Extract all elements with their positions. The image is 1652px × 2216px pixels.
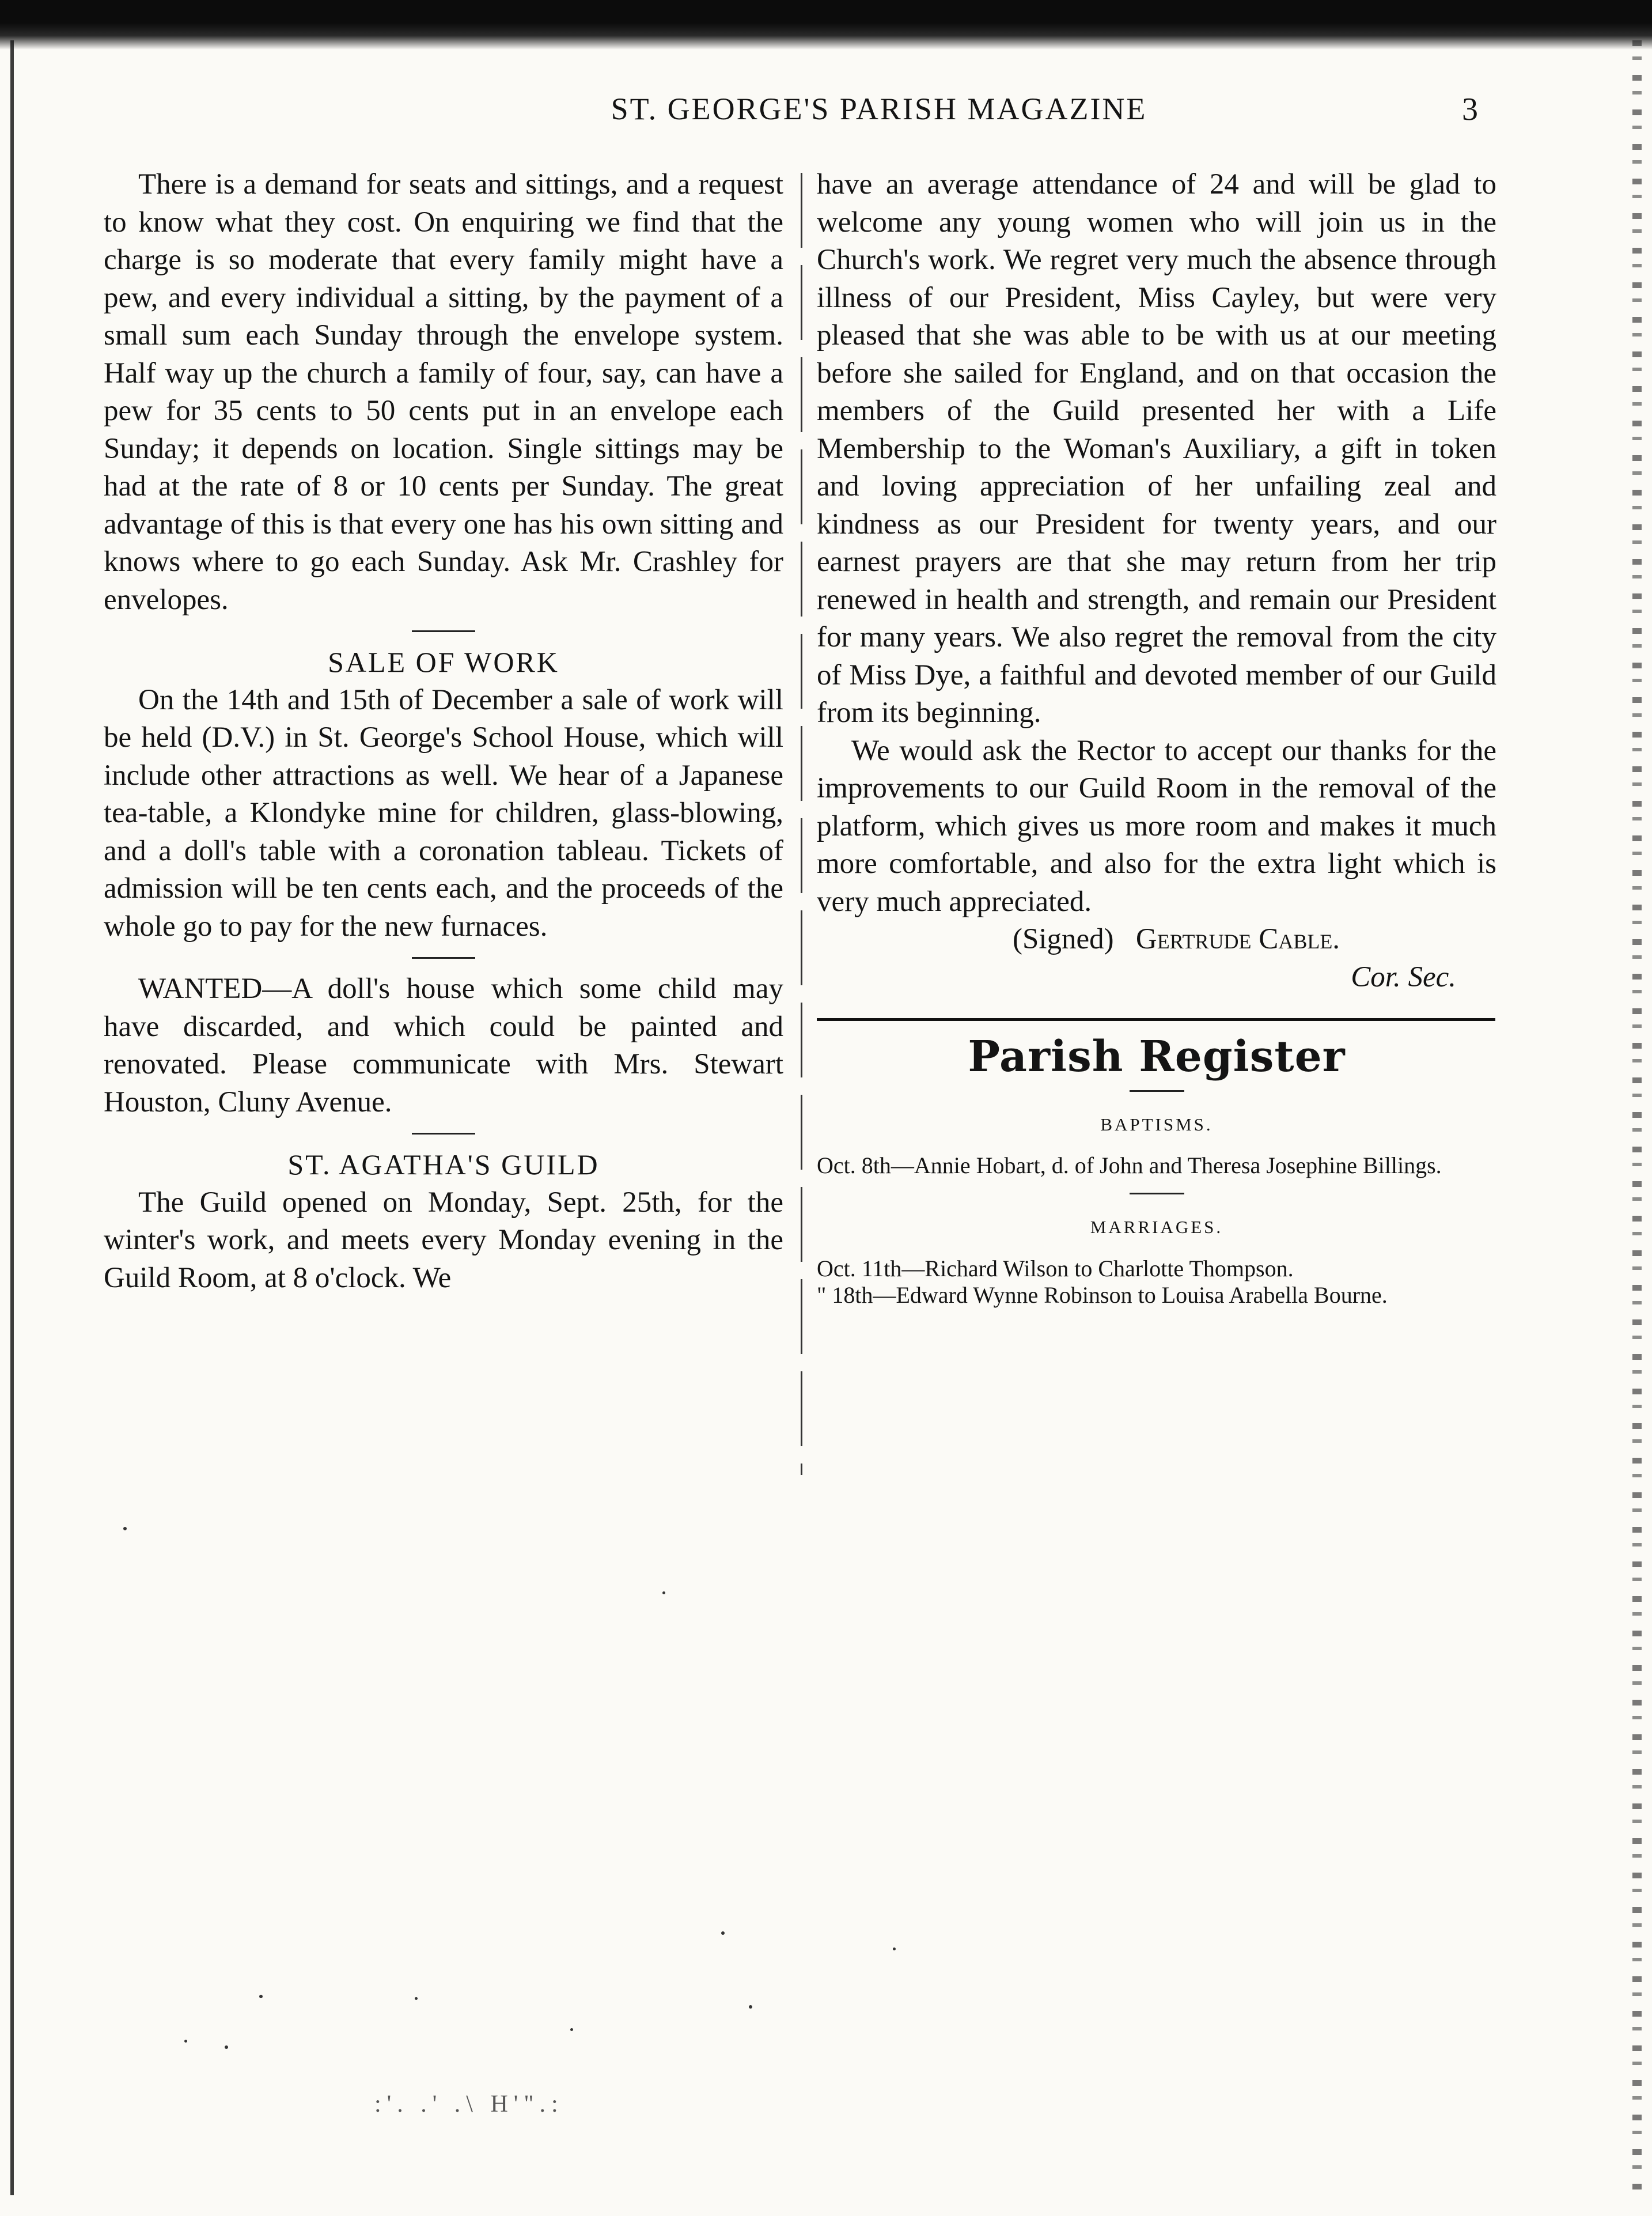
scan-speck — [893, 1947, 896, 1950]
signed-title: Cor. Sec. — [1351, 960, 1456, 993]
baptisms-heading: BAPTISMS. — [1100, 1114, 1213, 1135]
register-rule — [817, 1018, 1495, 1021]
scan-speck — [570, 2028, 573, 2031]
left-column — [104, 166, 783, 1297]
footer-scan-text: :'. .' .\ H'".: — [374, 2091, 564, 2117]
scan-speck — [123, 1527, 127, 1530]
scan-speck — [415, 1997, 418, 2000]
register-title: Parish Register — [968, 1032, 1346, 1081]
scan-top-border — [0, 0, 1652, 50]
marriage-entry: Oct. 11th—Richard Wilson to Charlotte Thompson. — [817, 1255, 1294, 1281]
thanks-paragraph: We would ask the Rector to accept our thanks for the improvements to our Guild Room in the removal of the platform, which gives us more room and makes it much more comfortable, and also for the extra light which is very much appreciated. — [817, 734, 1496, 918]
page-header: ST. GEORGE'S PARISH MAGAZINE — [611, 92, 1147, 126]
signed-name: Gertrude Cable. — [1135, 923, 1340, 955]
marriages-heading: MARRIAGES. — [1090, 1217, 1223, 1237]
guild-paragraph: The Guild opened on Monday, Sept. 25th, for the winter's work, and meets every Monday evening in the Guild Room, at 8 o'clock. We — [104, 1186, 783, 1294]
register-rule-short — [1130, 1090, 1184, 1092]
section-rule — [412, 630, 475, 632]
section-rule — [412, 957, 475, 959]
scan-speck — [721, 1931, 725, 1935]
wanted-paragraph: WANTED—A doll's house which some child may have discarded, and which could be painted and renovated. Please communicate with Mrs. Stewart Houston, Cluny Avenue. — [104, 973, 783, 1118]
scan-speck — [225, 2045, 228, 2049]
scan-speck — [662, 1591, 665, 1594]
right-column — [817, 166, 1496, 1309]
guild-heading: ST. AGATHA'S GUILD — [287, 1148, 600, 1181]
section-rule — [412, 1133, 475, 1135]
scan-speck — [184, 2040, 187, 2043]
sale-of-work-paragraph: On the 14th and 15th of December a sale of work will be held (D.V.) in St. George's School House, which will include other attractions as well. We hear of a Japanese tea-table, a Klondyke mine for children, glass-blowing, and a doll's table with a coronation tableau. Tickets of admission will be ten cents each, and the proceeds of the whole go to pay for the new furnaces. — [104, 683, 783, 943]
scan-left-edge — [10, 40, 14, 2195]
seating-paragraph: There is a demand for seats and sittings, and a request to know what they cost. On enquiring we find that the charge is so moderate that every family might have a pew, and every individual a sitting, by the payment of a small sum each Sunday through the envelope system. Half way up the church a family of four, say, can have a pew for 35 cents to 50 cents put in an envelope each Sunday; it depends on location. Single sittings may be had at the rate of 8 or 10 cents per Sunday. The great advantage of this is that every one has his own sitting and knows where to go each Sunday. Ask Mr. Crashley for envelopes. — [104, 168, 783, 616]
scan-speck — [749, 2005, 752, 2009]
page-number: 3 — [1462, 92, 1478, 127]
guild-continued-paragraph: have an average attendance of 24 and will be glad to welcome any young women who will join us in the Church's work. We regret very much the absence through illness of our President, Miss Cayley, but were very pleased that she was able to be with us at our meeting before she sailed for England, and on that occasion the members of the Guild presented her with a Life Membership to the Woman's Auxiliary, a gift in token and loving appreciation of her unfailing zeal and kindness as our President for twenty years, and our earnest prayers are that she may return from her trip renewed in health and strength, and remain our President for many years. We also regret the removal from the city of Miss Dye, a faithful and devoted member of our Guild from its beginning. — [817, 168, 1496, 729]
scan-speck — [259, 1995, 263, 1998]
register-rule-short — [1130, 1193, 1184, 1194]
marriage-entry: " 18th—Edward Wynne Robinson to Louisa Arabella Bourne. — [817, 1281, 1388, 1308]
sale-of-work-heading: SALE OF WORK — [328, 646, 559, 678]
baptism-entry: Oct. 8th—Annie Hobart, d. of John and Theresa Josephine Billings. — [817, 1152, 1442, 1178]
column-divider — [801, 173, 802, 1475]
signature-line — [817, 921, 1496, 959]
scan-right-edge — [1632, 40, 1642, 2195]
signed-label: (Signed) — [1013, 923, 1114, 955]
